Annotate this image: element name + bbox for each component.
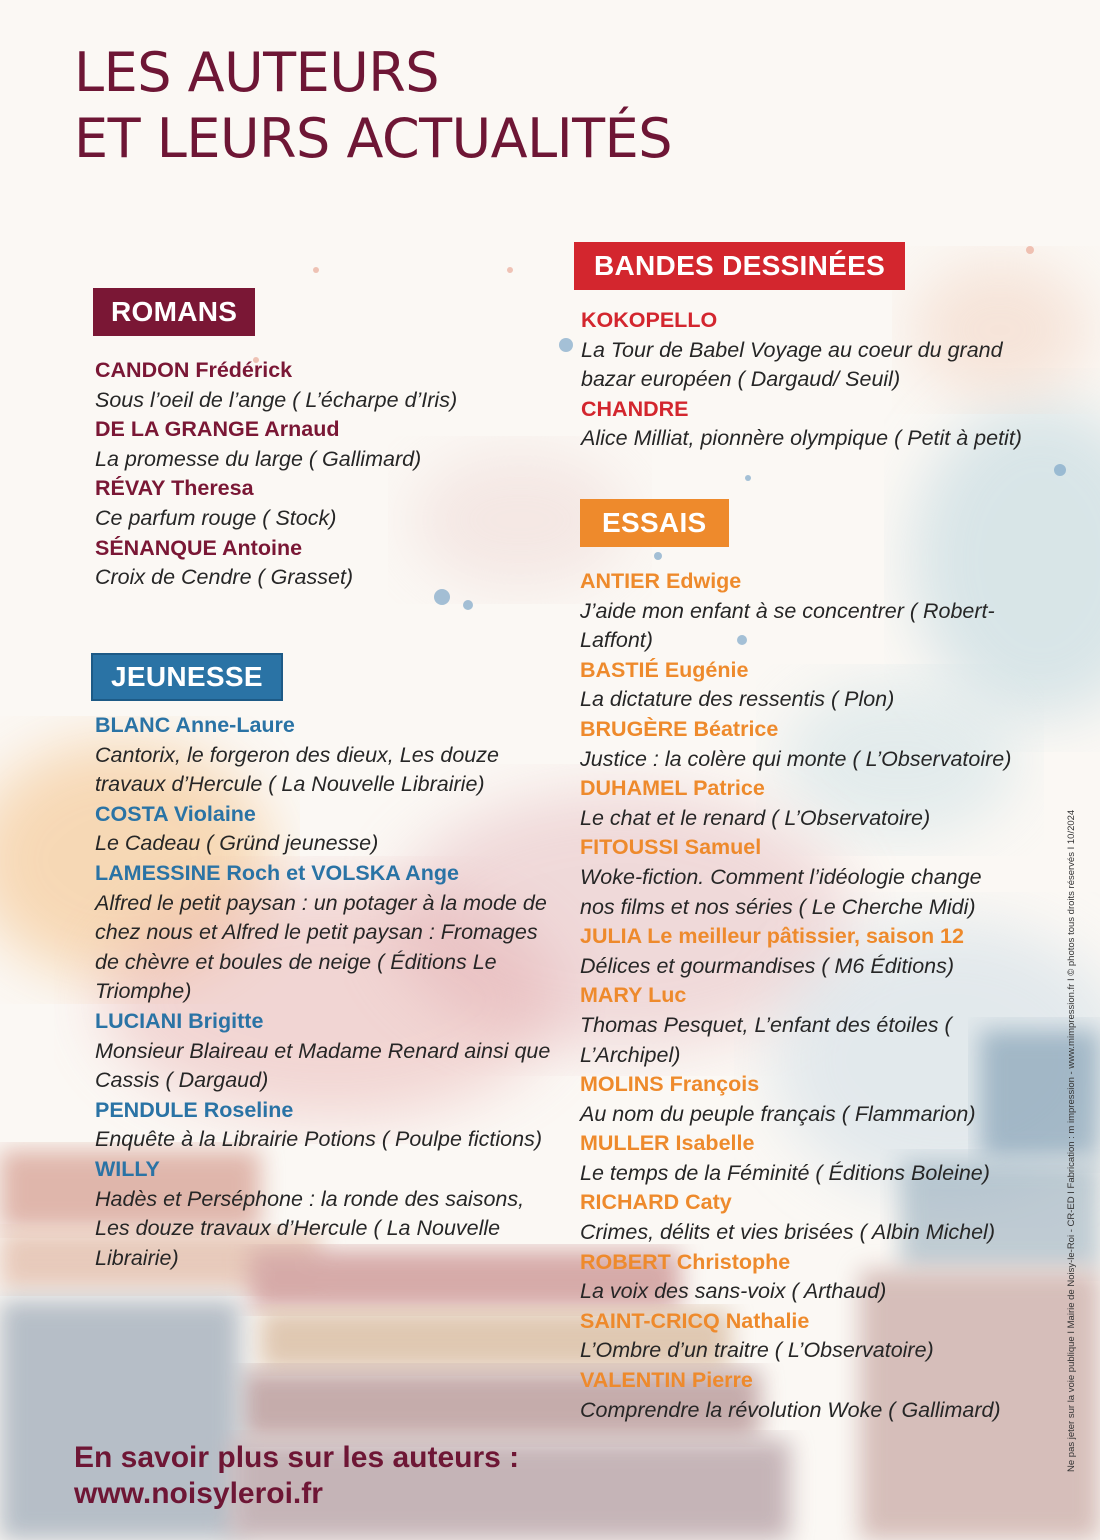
list-item	[95, 415, 555, 474]
book-title: La voix des sans-voix ( Arthaud)	[580, 1279, 887, 1304]
list-item	[580, 567, 1020, 656]
section-romans	[95, 288, 555, 593]
list-item	[95, 1007, 555, 1096]
author-name: RICHARD Caty	[580, 1190, 732, 1215]
book-title: Woke-fiction. Comment l’idéologie change nos films et nos séries ( Le Cherche Midi)	[580, 864, 982, 919]
book-title: Croix de Cendre ( Grasset)	[95, 565, 354, 590]
author-name: ANTIER Edwige	[580, 569, 742, 593]
list-item	[95, 800, 555, 859]
bandes-dessinees-list	[581, 306, 1051, 454]
page-title	[74, 40, 672, 172]
list-item	[580, 922, 1020, 981]
list-item	[580, 774, 1020, 833]
author-name: DE LA GRANGE Arnaud	[95, 417, 340, 442]
book-title: Délices et gourmandises ( M6 Éditions)	[580, 953, 955, 978]
author-name: BRUGÈRE Béatrice	[580, 716, 779, 741]
author-name: ROBERT Christophe	[580, 1249, 791, 1274]
author-name: BASTIÉ Eugénie	[580, 657, 749, 682]
author-name: SÉNANQUE Antoine	[95, 535, 303, 560]
list-item	[581, 306, 1051, 395]
book-title: La promesse du large ( Gallimard)	[95, 446, 422, 471]
jeunesse-badge: JEUNESSE	[91, 653, 283, 701]
list-item	[95, 1096, 555, 1155]
essais-badge: ESSAIS	[580, 499, 729, 547]
author-name: VALENTIN Pierre	[580, 1368, 753, 1393]
page-title-line-2: ET LEURS ACTUALITÉS	[74, 107, 672, 170]
author-name: LUCIANI Brigitte	[95, 1008, 264, 1033]
book-title: Crimes, délits et vies brisées ( Albin Michel)	[580, 1220, 995, 1245]
list-item	[580, 1129, 1020, 1188]
list-item	[95, 859, 555, 1007]
bandes-dessinees-badge: BANDES DESSINÉES	[574, 242, 905, 290]
author-name: DUHAMEL Patrice	[580, 776, 765, 801]
book-title: Au nom du peuple français ( Flammarion)	[580, 1101, 976, 1126]
list-item	[95, 534, 555, 593]
book-title: Thomas Pesquet, L’enfant des étoiles ( L’Archipel)	[580, 1012, 952, 1067]
author-name: LAMESSINE Roch et VOLSKA Ange	[95, 860, 459, 885]
section-essais	[580, 499, 1020, 1425]
book-title: Monsieur Blaireau et Madame Renard ainsi que Cassis ( Dargaud)	[95, 1038, 551, 1093]
credits-text: Ne pas jeter sur la voie publique I Mairie de Noisy-le-Roi - CR-ED I Fabrication : m impression - www.mimpression.fr I © photos tous droits réservés I 10/2024	[1066, 809, 1077, 1472]
list-item	[581, 395, 1051, 454]
book-title: Le temps de la Féminité ( Éditions Boleine)	[580, 1160, 990, 1185]
book-title: Ce parfum rouge ( Stock)	[95, 505, 337, 530]
book-title: Cantorix, le forgeron des dieux, Les douze travaux d’Hercule ( La Nouvelle Librairie)	[95, 742, 499, 797]
list-item	[95, 474, 555, 533]
book-title: La dictature des ressentis ( Plon)	[580, 687, 895, 712]
romans-badge: ROMANS	[93, 288, 255, 336]
book-title: J’aide mon enfant à se concentrer ( Robert-Laffont)	[580, 598, 995, 653]
list-item	[580, 1070, 1020, 1129]
list-item	[95, 356, 555, 415]
book-title: Sous l’oeil de l’ange ( L’écharpe d’Iris)	[95, 387, 458, 412]
author-name: SAINT-CRICQ Nathalie	[580, 1308, 810, 1333]
book-title: Alice Milliat, pionnère olympique ( Petit à petit)	[581, 426, 1022, 451]
author-name: CANDON Frédérick	[95, 358, 293, 382]
list-item	[580, 981, 1020, 1070]
author-name: BLANC Anne-Laure	[95, 713, 295, 737]
list-item	[580, 715, 1020, 774]
essais-list	[580, 567, 1020, 1425]
list-item	[580, 833, 1020, 922]
romans-list	[95, 356, 555, 593]
author-name: COSTA Violaine	[95, 801, 256, 826]
author-name: MOLINS François	[580, 1072, 760, 1097]
section-jeunesse	[95, 653, 555, 1273]
list-item	[580, 1307, 1020, 1366]
author-name: MULLER Isabelle	[580, 1131, 755, 1156]
author-name: MARY Luc	[580, 983, 687, 1008]
author-name: FITOUSSI Samuel	[580, 835, 762, 860]
footer	[74, 1440, 519, 1512]
author-name: JULIA Le meilleur pâtissier, saison 12	[580, 924, 964, 949]
list-item	[580, 1248, 1020, 1307]
list-item	[580, 1188, 1020, 1247]
list-item	[95, 711, 555, 800]
author-name: CHANDRE	[581, 396, 689, 421]
jeunesse-list	[95, 711, 555, 1273]
book-title: Justice : la colère qui monte ( L’Observatoire)	[580, 746, 1012, 771]
page-title-line-1: LES AUTEURS	[74, 41, 440, 104]
book-title: Le chat et le renard ( L’Observatoire)	[580, 805, 931, 830]
author-name: KOKOPELLO	[581, 308, 718, 332]
book-title: Enquête à la Librairie Potions ( Poulpe fictions)	[95, 1127, 542, 1152]
list-item	[95, 1155, 555, 1273]
book-title: Le Cadeau ( Gründ jeunesse)	[95, 831, 379, 856]
list-item	[580, 656, 1020, 715]
book-title: Hadès et Perséphone : la ronde des saisons, Les douze travaux d’Hercule ( La Nouvelle Librairie)	[95, 1186, 525, 1270]
book-title: La Tour de Babel Voyage au coeur du grand bazar européen ( Dargaud/ Seuil)	[581, 337, 1003, 392]
footer-text: En savoir plus sur les auteurs :	[74, 1441, 520, 1474]
author-name: RÉVAY Theresa	[95, 476, 254, 501]
author-name: PENDULE Roseline	[95, 1097, 294, 1122]
book-title: Alfred le petit paysan : un potager à la mode de chez nous et Alfred le petit paysan : Fromages de chèvre et boules de neige ( Éditions Le Triomphe)	[95, 890, 547, 1004]
section-bandes-dessinees	[574, 242, 1051, 454]
author-name: WILLY	[95, 1156, 160, 1181]
website-link[interactable]: www.noisyleroi.fr	[74, 1477, 323, 1510]
book-title: Comprendre la révolution Woke ( Gallimard)	[580, 1397, 1001, 1422]
list-item	[580, 1366, 1020, 1425]
book-title: L’Ombre d’un traitre ( L’Observatoire)	[580, 1338, 934, 1363]
